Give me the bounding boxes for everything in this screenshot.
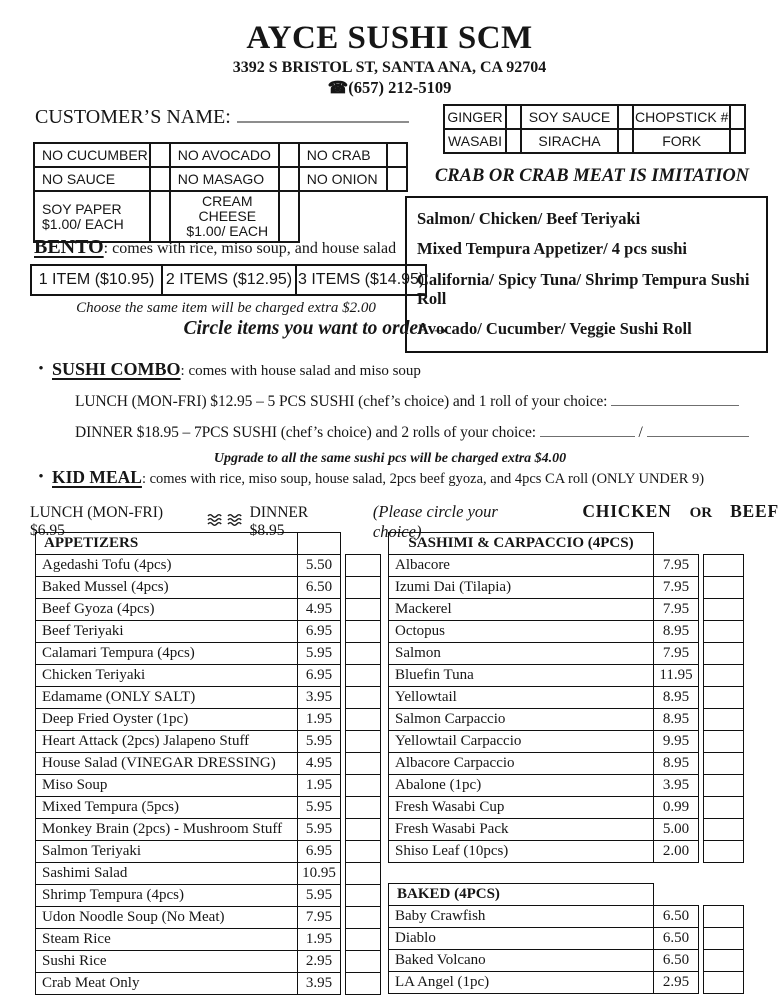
menu-item-qty-box[interactable] bbox=[346, 841, 381, 863]
sushi-combo-lunch-line: LUNCH (MON-FRI) $12.95 – 5 PCS SUSHI (chef’s choice) and 1 roll of your choice: bbox=[75, 391, 778, 411]
paid-option-label: CREAM CHEESE $1.00/ EACH bbox=[170, 191, 279, 242]
restaurant-name: AYCE SUSHI SCM bbox=[246, 20, 533, 56]
menu-item-price: 9.95 bbox=[654, 731, 699, 753]
menu-item-qty-box[interactable] bbox=[346, 885, 381, 907]
menu-item-row bbox=[36, 819, 381, 841]
menu-item-name: Sushi Rice bbox=[36, 951, 298, 973]
kid-meal-choice-beef[interactable]: BEEF bbox=[730, 501, 779, 521]
menu-item-qty-box[interactable] bbox=[346, 929, 381, 951]
menu-item-row bbox=[389, 599, 744, 621]
menu-item-name: Abalone (1pc) bbox=[389, 775, 654, 797]
menu-item-row bbox=[389, 819, 744, 841]
bento-choice-item[interactable]: Mixed Tempura Appetizer/ 4 pcs sushi bbox=[417, 239, 687, 259]
menu-item-qty-box[interactable] bbox=[704, 621, 744, 643]
condiment-label: GINGER bbox=[444, 105, 506, 129]
bento-item-choices-box bbox=[405, 196, 768, 353]
menu-item-qty-box[interactable] bbox=[346, 797, 381, 819]
menu-item-row bbox=[36, 709, 381, 731]
menu-item-qty-box[interactable] bbox=[346, 687, 381, 709]
scribble-icon bbox=[207, 513, 245, 531]
roll-option-checkbox[interactable] bbox=[279, 167, 299, 191]
menu-item-price: 6.50 bbox=[654, 928, 699, 950]
menu-item-name: Shiso Leaf (10pcs) bbox=[389, 841, 654, 863]
menu-item-name: Salmon Carpaccio bbox=[389, 709, 654, 731]
sushi-combo-heading bbox=[30, 359, 778, 380]
menu-item-name: House Salad (VINEGAR DRESSING) bbox=[36, 753, 298, 775]
menu-item-row bbox=[389, 928, 744, 950]
bento-description: : comes with rice, miso soup, and house salad bbox=[103, 240, 397, 257]
menu-item-name: Baby Crawfish bbox=[389, 906, 654, 928]
sashimi-table bbox=[388, 532, 744, 863]
menu-item-qty-box[interactable] bbox=[704, 928, 744, 950]
menu-item-row bbox=[36, 907, 381, 929]
menu-item-name: Miso Soup bbox=[36, 775, 298, 797]
menu-item-qty-box[interactable] bbox=[704, 665, 744, 687]
condiment-label: WASABI bbox=[444, 129, 506, 153]
menu-item-row bbox=[36, 753, 381, 775]
bento-choice-item[interactable]: Avocado/ Cucumber/ Veggie Sushi Roll bbox=[417, 319, 692, 339]
phone-number: (657) 212-5109 bbox=[348, 78, 452, 98]
menu-item-price: 1.95 bbox=[298, 775, 341, 797]
menu-item-qty-box[interactable] bbox=[704, 731, 744, 753]
menu-item-price: 4.95 bbox=[298, 753, 341, 775]
menu-item-name: Yellowtail Carpaccio bbox=[389, 731, 654, 753]
menu-item-name: Edamame (ONLY SALT) bbox=[36, 687, 298, 709]
kid-meal-heading bbox=[30, 467, 779, 488]
roll-option-label: NO AVOCADO bbox=[170, 143, 279, 167]
roll-option-row bbox=[34, 167, 407, 191]
menu-item-qty-box[interactable] bbox=[704, 950, 744, 972]
menu-item-row bbox=[36, 797, 381, 819]
menu-item-price: 5.50 bbox=[298, 555, 341, 577]
menu-item-name: Izumi Dai (Tilapia) bbox=[389, 577, 654, 599]
menu-item-price: 5.95 bbox=[298, 797, 341, 819]
condiments-row bbox=[444, 129, 745, 153]
menu-item-name: Mackerel bbox=[389, 599, 654, 621]
kid-meal-title: KID MEAL bbox=[52, 467, 142, 487]
roll-option-row bbox=[34, 143, 407, 167]
paid-option-label: SOY PAPER $1.00/ EACH bbox=[34, 191, 150, 242]
condiment-qty-box[interactable] bbox=[618, 129, 633, 153]
kid-meal-choice-or: OR bbox=[689, 505, 713, 521]
customer-name-label: CUSTOMER’S NAME: bbox=[35, 106, 231, 128]
baked-title: BAKED (4PCS) bbox=[389, 884, 654, 906]
empty-header-cell bbox=[298, 533, 341, 555]
menu-item-name: Deep Fried Oyster (1pc) bbox=[36, 709, 298, 731]
customer-name-row bbox=[35, 105, 409, 129]
menu-item-row bbox=[36, 621, 381, 643]
menu-item-name: Yellowtail bbox=[389, 687, 654, 709]
restaurant-header bbox=[0, 20, 779, 98]
bullet-icon: • bbox=[38, 361, 44, 377]
menu-item-name: Salmon Teriyaki bbox=[36, 841, 298, 863]
kid-meal-dinner-price[interactable]: DINNER $8.95 bbox=[249, 504, 309, 539]
menu-item-row bbox=[389, 731, 744, 753]
condiment-qty-box[interactable] bbox=[730, 129, 745, 153]
sashimi-header-row bbox=[389, 533, 744, 555]
sushi-combo-upgrade-note: Upgrade to all the same sushi pcs will be charged extra $4.00 bbox=[213, 451, 567, 466]
menu-item-row bbox=[389, 665, 744, 687]
menu-item-price: 6.95 bbox=[298, 841, 341, 863]
bento-options-table bbox=[30, 264, 427, 296]
menu-item-name: Shrimp Tempura (4pcs) bbox=[36, 885, 298, 907]
menu-item-name: Calamari Tempura (4pcs) bbox=[36, 643, 298, 665]
kid-meal-description: : comes with rice, miso soup, house salad, 2pcs beef gyoza, and 4pcs CA roll (ONLY UNDER 9) bbox=[141, 471, 705, 487]
menu-item-name: Baked Mussel (4pcs) bbox=[36, 577, 298, 599]
menu-item-qty-box[interactable] bbox=[704, 819, 744, 841]
sashimi-title: SASHIMI & CARPACCIO (4PCS) bbox=[389, 533, 654, 555]
menu-item-qty-box[interactable] bbox=[704, 775, 744, 797]
menu-item-row bbox=[36, 731, 381, 753]
condiment-label: FORK bbox=[633, 129, 730, 153]
menu-item-name: Monkey Brain (2pcs) - Mushroom Stuff bbox=[36, 819, 298, 841]
kid-meal-circle-note: (Please circle your choice) bbox=[372, 502, 498, 541]
menu-item-row bbox=[389, 972, 744, 994]
kid-meal-lunch-price[interactable]: LUNCH (MON-FRI) $6.95 bbox=[30, 504, 164, 539]
menu-item-row bbox=[36, 555, 381, 577]
menu-item-name: Udon Noodle Soup (No Meat) bbox=[36, 907, 298, 929]
appetizers-header-row bbox=[36, 533, 381, 555]
menu-item-row bbox=[389, 906, 744, 928]
menu-item-row bbox=[36, 885, 381, 907]
menu-item-price: 8.95 bbox=[654, 753, 699, 775]
menu-item-price: 3.95 bbox=[298, 973, 341, 995]
roll-option-checkbox[interactable] bbox=[150, 143, 170, 167]
menu-item-row bbox=[389, 577, 744, 599]
condiment-qty-box[interactable] bbox=[506, 105, 521, 129]
condiment-qty-box[interactable] bbox=[730, 105, 745, 129]
menu-item-price: 6.95 bbox=[298, 621, 341, 643]
condiment-label: SOY SAUCE bbox=[521, 105, 618, 129]
sushi-combo-section bbox=[30, 359, 778, 467]
menu-item-qty-box[interactable] bbox=[346, 907, 381, 929]
roll-option-checkbox[interactable] bbox=[150, 191, 170, 242]
menu-item-qty-box[interactable] bbox=[704, 972, 744, 994]
menu-item-price: 6.95 bbox=[298, 665, 341, 687]
menu-item-price: 10.95 bbox=[298, 863, 341, 885]
right-menu-column bbox=[388, 532, 744, 994]
bento-option-cell[interactable]: 2 ITEMS ($12.95) bbox=[162, 265, 296, 295]
dinner-roll-choice-field-2[interactable] bbox=[647, 422, 749, 437]
sushi-combo-dinner-line: DINNER $18.95 – 7PCS SUSHI (chef’s choice) and 2 rolls of your choice: / bbox=[75, 422, 778, 442]
condiment-qty-box[interactable] bbox=[506, 129, 521, 153]
dinner-roll-choice-field-1[interactable] bbox=[540, 422, 635, 437]
menu-item-row bbox=[389, 555, 744, 577]
menu-item-name: Baked Volcano bbox=[389, 950, 654, 972]
menu-item-qty-box[interactable] bbox=[704, 841, 744, 863]
roll-option-label: NO SAUCE bbox=[34, 167, 150, 191]
menu-item-row bbox=[36, 973, 381, 995]
roll-option-checkbox[interactable] bbox=[387, 143, 407, 167]
menu-item-qty-box[interactable] bbox=[346, 709, 381, 731]
menu-item-price: 6.50 bbox=[654, 950, 699, 972]
menu-item-name: Diablo bbox=[389, 928, 654, 950]
menu-item-qty-box[interactable] bbox=[346, 643, 381, 665]
menu-item-qty-box[interactable] bbox=[346, 863, 381, 885]
menu-item-qty-box[interactable] bbox=[346, 775, 381, 797]
menu-item-row bbox=[36, 951, 381, 973]
menu-item-row bbox=[389, 687, 744, 709]
menu-item-price: 7.95 bbox=[654, 643, 699, 665]
menu-item-qty-box[interactable] bbox=[346, 973, 381, 995]
menu-item-qty-box[interactable] bbox=[704, 643, 744, 665]
kid-meal-section bbox=[30, 467, 779, 542]
menu-item-price: 5.95 bbox=[298, 819, 341, 841]
roll-option-checkbox[interactable] bbox=[279, 191, 299, 242]
menu-item-name: Agedashi Tofu (4pcs) bbox=[36, 555, 298, 577]
menu-item-price: 5.00 bbox=[654, 819, 699, 841]
slash-separator: / bbox=[638, 424, 643, 441]
bento-same-item-note: Choose the same item will be charged extra $2.00 bbox=[76, 300, 376, 316]
menu-item-price: 8.95 bbox=[654, 709, 699, 731]
menu-item-row bbox=[389, 753, 744, 775]
condiments-table bbox=[443, 104, 746, 154]
menu-item-row bbox=[389, 950, 744, 972]
menu-item-price: 2.95 bbox=[298, 951, 341, 973]
menu-item-row bbox=[389, 797, 744, 819]
menu-item-price: 11.95 bbox=[654, 665, 699, 687]
bento-option-cell[interactable]: 1 ITEM ($10.95) bbox=[31, 265, 162, 295]
roll-options-table bbox=[33, 142, 408, 243]
bullet-icon: • bbox=[38, 469, 44, 485]
menu-item-row bbox=[389, 709, 744, 731]
lunch-roll-choice-field[interactable] bbox=[611, 391, 739, 406]
menu-item-price: 8.95 bbox=[654, 621, 699, 643]
menu-item-qty-box[interactable] bbox=[346, 819, 381, 841]
roll-option-label: NO MASAGO bbox=[170, 167, 279, 191]
menu-item-row bbox=[36, 643, 381, 665]
restaurant-address: 3392 S BRISTOL ST, SANTA ANA, CA 92704 bbox=[232, 59, 547, 77]
menu-item-price: 3.95 bbox=[298, 687, 341, 709]
menu-item-qty-box[interactable] bbox=[704, 555, 744, 577]
bento-choice-item[interactable]: Salmon/ Chicken/ Beef Teriyaki bbox=[417, 208, 641, 228]
menu-item-price: 1.95 bbox=[298, 709, 341, 731]
menu-item-name: Steam Rice bbox=[36, 929, 298, 951]
condiment-qty-box[interactable] bbox=[618, 105, 633, 129]
menu-item-price: 5.95 bbox=[298, 643, 341, 665]
customer-name-field[interactable] bbox=[237, 105, 409, 123]
menu-item-qty-box[interactable] bbox=[704, 577, 744, 599]
condiment-label: CHOPSTICK # bbox=[633, 105, 730, 129]
roll-option-label: NO CRAB bbox=[299, 143, 387, 167]
menu-item-name: LA Angel (1pc) bbox=[389, 972, 654, 994]
menu-item-name: Fresh Wasabi Pack bbox=[389, 819, 654, 841]
menu-item-row bbox=[36, 863, 381, 885]
roll-option-label: NO ONION bbox=[299, 167, 387, 191]
menu-item-qty-box[interactable] bbox=[704, 753, 744, 775]
baked-header-row bbox=[389, 884, 744, 906]
menu-item-name: Albacore bbox=[389, 555, 654, 577]
condiments-row bbox=[444, 105, 745, 129]
menu-item-price: 4.95 bbox=[298, 599, 341, 621]
roll-option-checkbox[interactable] bbox=[387, 167, 407, 191]
paid-options-row bbox=[34, 191, 407, 242]
menu-item-qty-box[interactable] bbox=[346, 731, 381, 753]
bento-circle-note: Circle items you want to order → bbox=[183, 318, 450, 339]
imitation-crab-note: CRAB OR CRAB MEAT IS IMITATION bbox=[434, 166, 750, 186]
bento-section bbox=[30, 236, 450, 340]
menu-item-row bbox=[36, 577, 381, 599]
restaurant-phone bbox=[0, 78, 779, 98]
menu-item-price: 6.50 bbox=[298, 577, 341, 599]
menu-item-qty-box[interactable] bbox=[704, 906, 744, 928]
menu-item-price: 7.95 bbox=[654, 577, 699, 599]
menu-item-row bbox=[389, 775, 744, 797]
menu-item-name: Sashimi Salad bbox=[36, 863, 298, 885]
menu-item-row bbox=[36, 775, 381, 797]
menu-item-name: Heart Attack (2pcs) Jalapeno Stuff bbox=[36, 731, 298, 753]
menu-item-qty-box[interactable] bbox=[704, 709, 744, 731]
menu-item-row bbox=[36, 665, 381, 687]
menu-item-row bbox=[389, 841, 744, 863]
phone-icon: ☎ bbox=[327, 78, 349, 98]
condiment-label: SIRACHA bbox=[521, 129, 618, 153]
menu-item-price: 2.95 bbox=[654, 972, 699, 994]
menu-item-price: 6.50 bbox=[654, 906, 699, 928]
bento-choice-item[interactable]: California/ Spicy Tuna/ Shrimp Tempura Sushi Roll bbox=[417, 269, 750, 308]
bento-heading bbox=[30, 236, 450, 259]
menu-item-qty-box[interactable] bbox=[346, 599, 381, 621]
menu-item-name: Fresh Wasabi Cup bbox=[389, 797, 654, 819]
menu-item-price: 5.95 bbox=[298, 885, 341, 907]
menu-item-name: Salmon bbox=[389, 643, 654, 665]
bento-option-cell[interactable]: 3 ITEMS ($14.95) bbox=[296, 265, 426, 295]
menu-item-name: Bluefin Tuna bbox=[389, 665, 654, 687]
menu-item-price: 3.95 bbox=[654, 775, 699, 797]
menu-item-price: 7.95 bbox=[654, 555, 699, 577]
kid-meal-choice-chicken[interactable]: CHICKEN bbox=[582, 501, 672, 521]
menu-item-price: 8.95 bbox=[654, 687, 699, 709]
menu-item-qty-box[interactable] bbox=[704, 599, 744, 621]
menu-item-name: Mixed Tempura (5pcs) bbox=[36, 797, 298, 819]
baked-table bbox=[388, 883, 744, 994]
menu-item-name: Beef Gyoza (4pcs) bbox=[36, 599, 298, 621]
menu-item-qty-box[interactable] bbox=[704, 687, 744, 709]
roll-option-checkbox[interactable] bbox=[150, 167, 170, 191]
menu-item-name: Crab Meat Only bbox=[36, 973, 298, 995]
bento-title: BENTO bbox=[34, 236, 104, 258]
menu-item-row bbox=[389, 643, 744, 665]
appetizers-table bbox=[35, 532, 381, 995]
menu-item-qty-box[interactable] bbox=[346, 753, 381, 775]
menu-item-price: 7.95 bbox=[298, 907, 341, 929]
menu-item-price: 1.95 bbox=[298, 929, 341, 951]
menu-item-price: 0.99 bbox=[654, 797, 699, 819]
menu-item-row bbox=[36, 599, 381, 621]
sushi-combo-description: : comes with house salad and miso soup bbox=[180, 363, 421, 379]
menu-item-name: Chicken Teriyaki bbox=[36, 665, 298, 687]
roll-option-label: NO CUCUMBER bbox=[34, 143, 150, 167]
menu-item-price: 7.95 bbox=[654, 599, 699, 621]
menu-item-qty-box[interactable] bbox=[346, 951, 381, 973]
menu-item-row bbox=[389, 621, 744, 643]
menu-item-row bbox=[36, 841, 381, 863]
sushi-combo-title: SUSHI COMBO bbox=[52, 359, 181, 379]
menu-item-name: Octopus bbox=[389, 621, 654, 643]
menu-item-price: 5.95 bbox=[298, 731, 341, 753]
menu-item-row bbox=[36, 687, 381, 709]
appetizers-title: APPETIZERS bbox=[36, 533, 298, 555]
menu-item-qty-box[interactable] bbox=[704, 797, 744, 819]
menu-item-price: 2.00 bbox=[654, 841, 699, 863]
menu-item-qty-box[interactable] bbox=[346, 665, 381, 687]
menu-item-name: Albacore Carpaccio bbox=[389, 753, 654, 775]
menu-item-qty-box[interactable] bbox=[346, 555, 381, 577]
menu-item-qty-box[interactable] bbox=[346, 621, 381, 643]
menu-item-qty-box[interactable] bbox=[346, 577, 381, 599]
roll-option-checkbox[interactable] bbox=[279, 143, 299, 167]
menu-item-row bbox=[36, 929, 381, 951]
menu-item-name: Beef Teriyaki bbox=[36, 621, 298, 643]
